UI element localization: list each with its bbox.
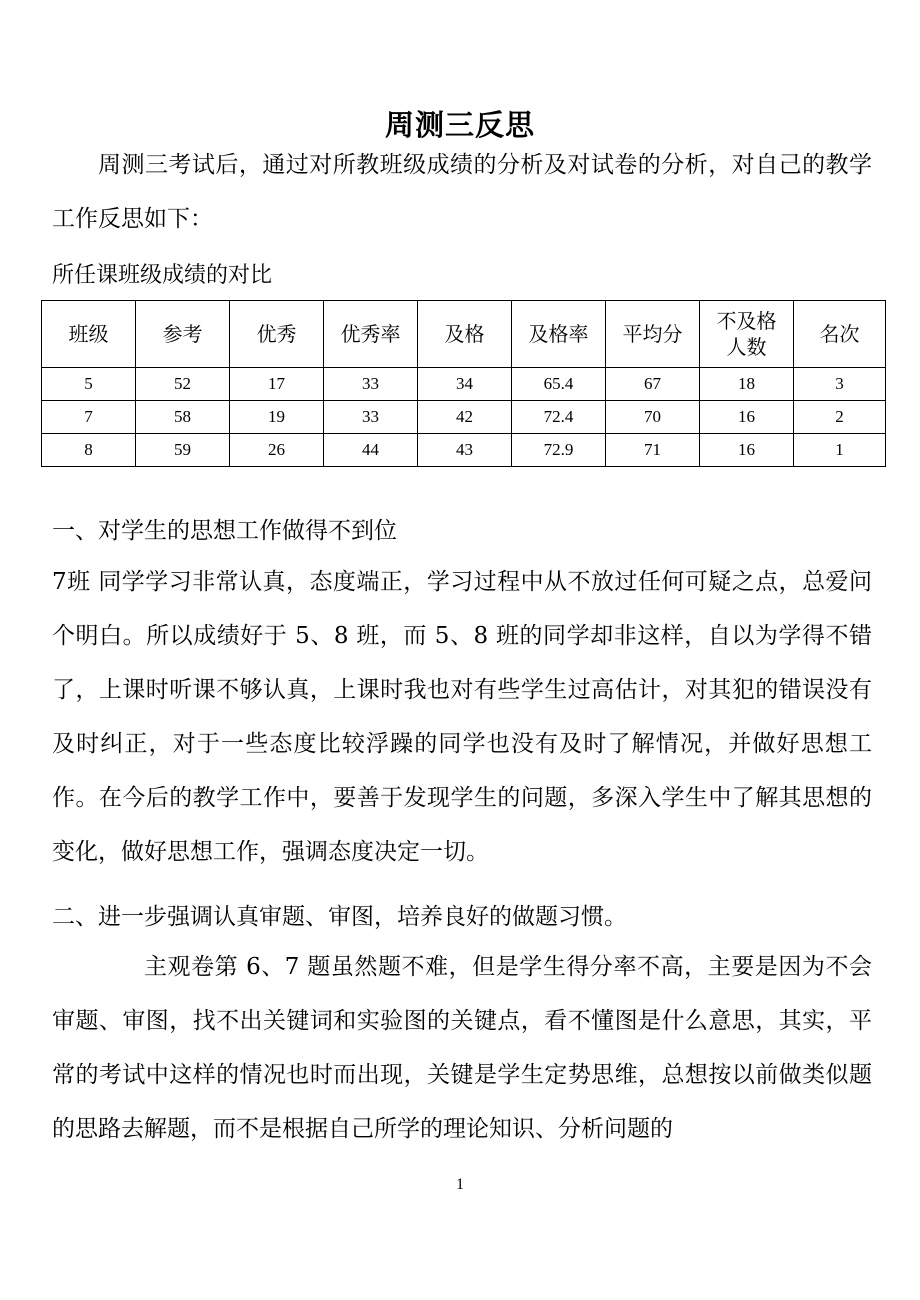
table-cell: 3 — [794, 368, 886, 401]
header-average: 平均分 — [606, 301, 700, 368]
header-rank: 名次 — [794, 301, 886, 368]
header-excellent: 优秀 — [230, 301, 324, 368]
table-cell: 8 — [42, 434, 136, 467]
table-cell: 72.4 — [512, 401, 606, 434]
table-cell: 18 — [700, 368, 794, 401]
table-cell: 2 — [794, 401, 886, 434]
header-fail-count — [700, 301, 794, 368]
table-caption: 所任课班级成绩的对比 — [52, 263, 273, 288]
table-cell: 19 — [230, 401, 324, 434]
table-cell: 34 — [418, 368, 512, 401]
section2-body: 主观卷第 6、7 题虽然题不难，但是学生得分率不高，主要是因为不会审题、审图，找不出关键词和实验图的关键点，看不懂图是什么意思，其实，平常的考试中这样的情况也时而出现，关键是学生定势思维，总想按以前做类似题的思路去解题，而不是根据自己所学的理论知识、分析问题的 — [52, 954, 872, 1142]
table-cell: 52 — [136, 368, 230, 401]
header-class: 班级 — [42, 301, 136, 368]
table-cell: 67 — [606, 368, 700, 401]
document-title: 周测三反思 — [384, 108, 535, 143]
table-cell: 16 — [700, 401, 794, 434]
table-cell: 33 — [324, 401, 418, 434]
table-cell: 65.4 — [512, 368, 606, 401]
table-cell: 1 — [794, 434, 886, 467]
intro-paragraph: 周测三考试后，通过对所教班级成绩的分析及对试卷的分析，对自己的教学工作反思如下： — [52, 152, 872, 232]
table-cell: 71 — [606, 434, 700, 467]
table-cell: 59 — [136, 434, 230, 467]
table-cell: 44 — [324, 434, 418, 467]
table-row — [42, 368, 886, 401]
section1-heading: 一、对学生的思想工作做得不到位 — [52, 518, 397, 544]
header-pass: 及格 — [418, 301, 512, 368]
table-cell: 70 — [606, 401, 700, 434]
header-participants: 参考 — [136, 301, 230, 368]
table-cell: 17 — [230, 368, 324, 401]
table-cell: 58 — [136, 401, 230, 434]
scores-table — [41, 300, 886, 467]
table-header-row — [42, 301, 886, 368]
header-pass-rate: 及格率 — [512, 301, 606, 368]
table-row — [42, 401, 886, 434]
header-excellent-rate: 优秀率 — [324, 301, 418, 368]
table-cell: 43 — [418, 434, 512, 467]
table-cell: 33 — [324, 368, 418, 401]
table-cell: 72.9 — [512, 434, 606, 467]
section1-body: 7班 同学学习非常认真，态度端正，学习过程中从不放过任何可疑之点，总爱问个明白。所以成绩好于 5、8 班，而 5、8 班的同学却非这样，自以为学得不错了，上课时听课不够认真，上课时我也对有些学生过高估计，对其犯的错误没有及时纠正，对于一些态度比较浮躁的同学也没有及时了解情况，并做好思想工作。在今后的教学工作中，要善于发现学生的问题，多深入学生中了解其思想的变化，做好思想工作，强调态度决定一切。 — [52, 569, 872, 865]
table-cell: 42 — [418, 401, 512, 434]
table-cell: 26 — [230, 434, 324, 467]
table-cell: 16 — [700, 434, 794, 467]
page-number: 1 — [456, 1176, 464, 1193]
table-cell: 7 — [42, 401, 136, 434]
section2-heading: 二、进一步强调认真审题、审图，培养良好的做题习惯。 — [52, 904, 627, 930]
table-cell: 5 — [42, 368, 136, 401]
table-row — [42, 434, 886, 467]
header-fail-count-label: 不及格人数 — [716, 309, 777, 359]
